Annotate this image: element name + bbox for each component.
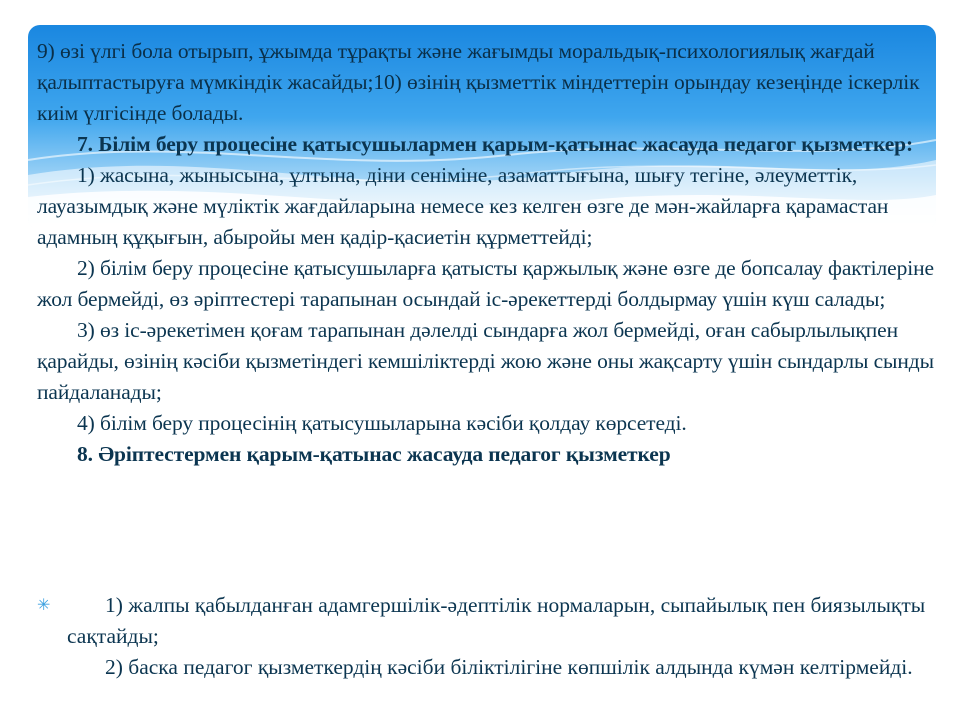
asterisk-bullet-icon: ✳ xyxy=(37,597,51,614)
section-8-item-1: 1) жалпы қабылданған адамгершілік-әдептілік нормаларын, сыпайылық пен биязылықты сақтайды; xyxy=(67,593,926,648)
section-7-item-3: 3) өз іс-әрекетімен қоғам тарапынан дәлелді сындарға жол бермейді, оған сабырлылықпен қарайды, өзінің кәсіби қызметіндегі кемшіліктерді жою және оны жақсарту үшін сындарлы сынды пайдаланады; xyxy=(37,318,934,404)
section-7-item-4: 4) білім беру процесінің қатысушыларына кәсіби қолдау көрсетеді. xyxy=(77,411,687,435)
section-8-item-2: 2) баска педагог қызметкердің кәсіби біліктілігіне көпшілік алдында күмән келтірмейді. xyxy=(105,655,913,679)
section-8-bullet xyxy=(37,590,942,683)
slide-body xyxy=(37,36,942,470)
section-7-heading: 7. Білім беру процесіне қатысушылармен қарым-қатынас жасауда педагог қызметкер: xyxy=(77,132,914,156)
section-7-item-2: 2) білім беру процесіне қатысушыларға қатысты қаржылық және өзге де бопсалау фактілеріне жол бермейді, өз әріптестері тарапынан осындай іс-әрекеттерді болдырмау үшін күш салады; xyxy=(37,256,934,311)
section-8-items xyxy=(67,590,942,683)
section-8-heading: 8. Әріптестермен қарым-қатынас жасауда педагог қызметкер xyxy=(77,442,671,466)
section-7-item-1: 1) жасына, жынысына, ұлтына, діни сеніміне, азаматтығына, шығу тегіне, әлеуметтік, лауазымдық және мүліктік жағдайларына немесе кез келген өзге де мән-жайларға қарамастан адамның құқығын, абыройы мен қадір-қасиетін құрметтейді; xyxy=(37,163,889,249)
intro-paragraph: 9) өзі үлгі бола отырып, ұжымда тұрақты және жағымды моральдық-психологиялық жағдай қалыптастыруға мүмкіндік жасайды;10) өзінің қызметтік міндеттерін орындау кезеңінде іскерлік киім үлгісінде болады. xyxy=(37,39,920,125)
